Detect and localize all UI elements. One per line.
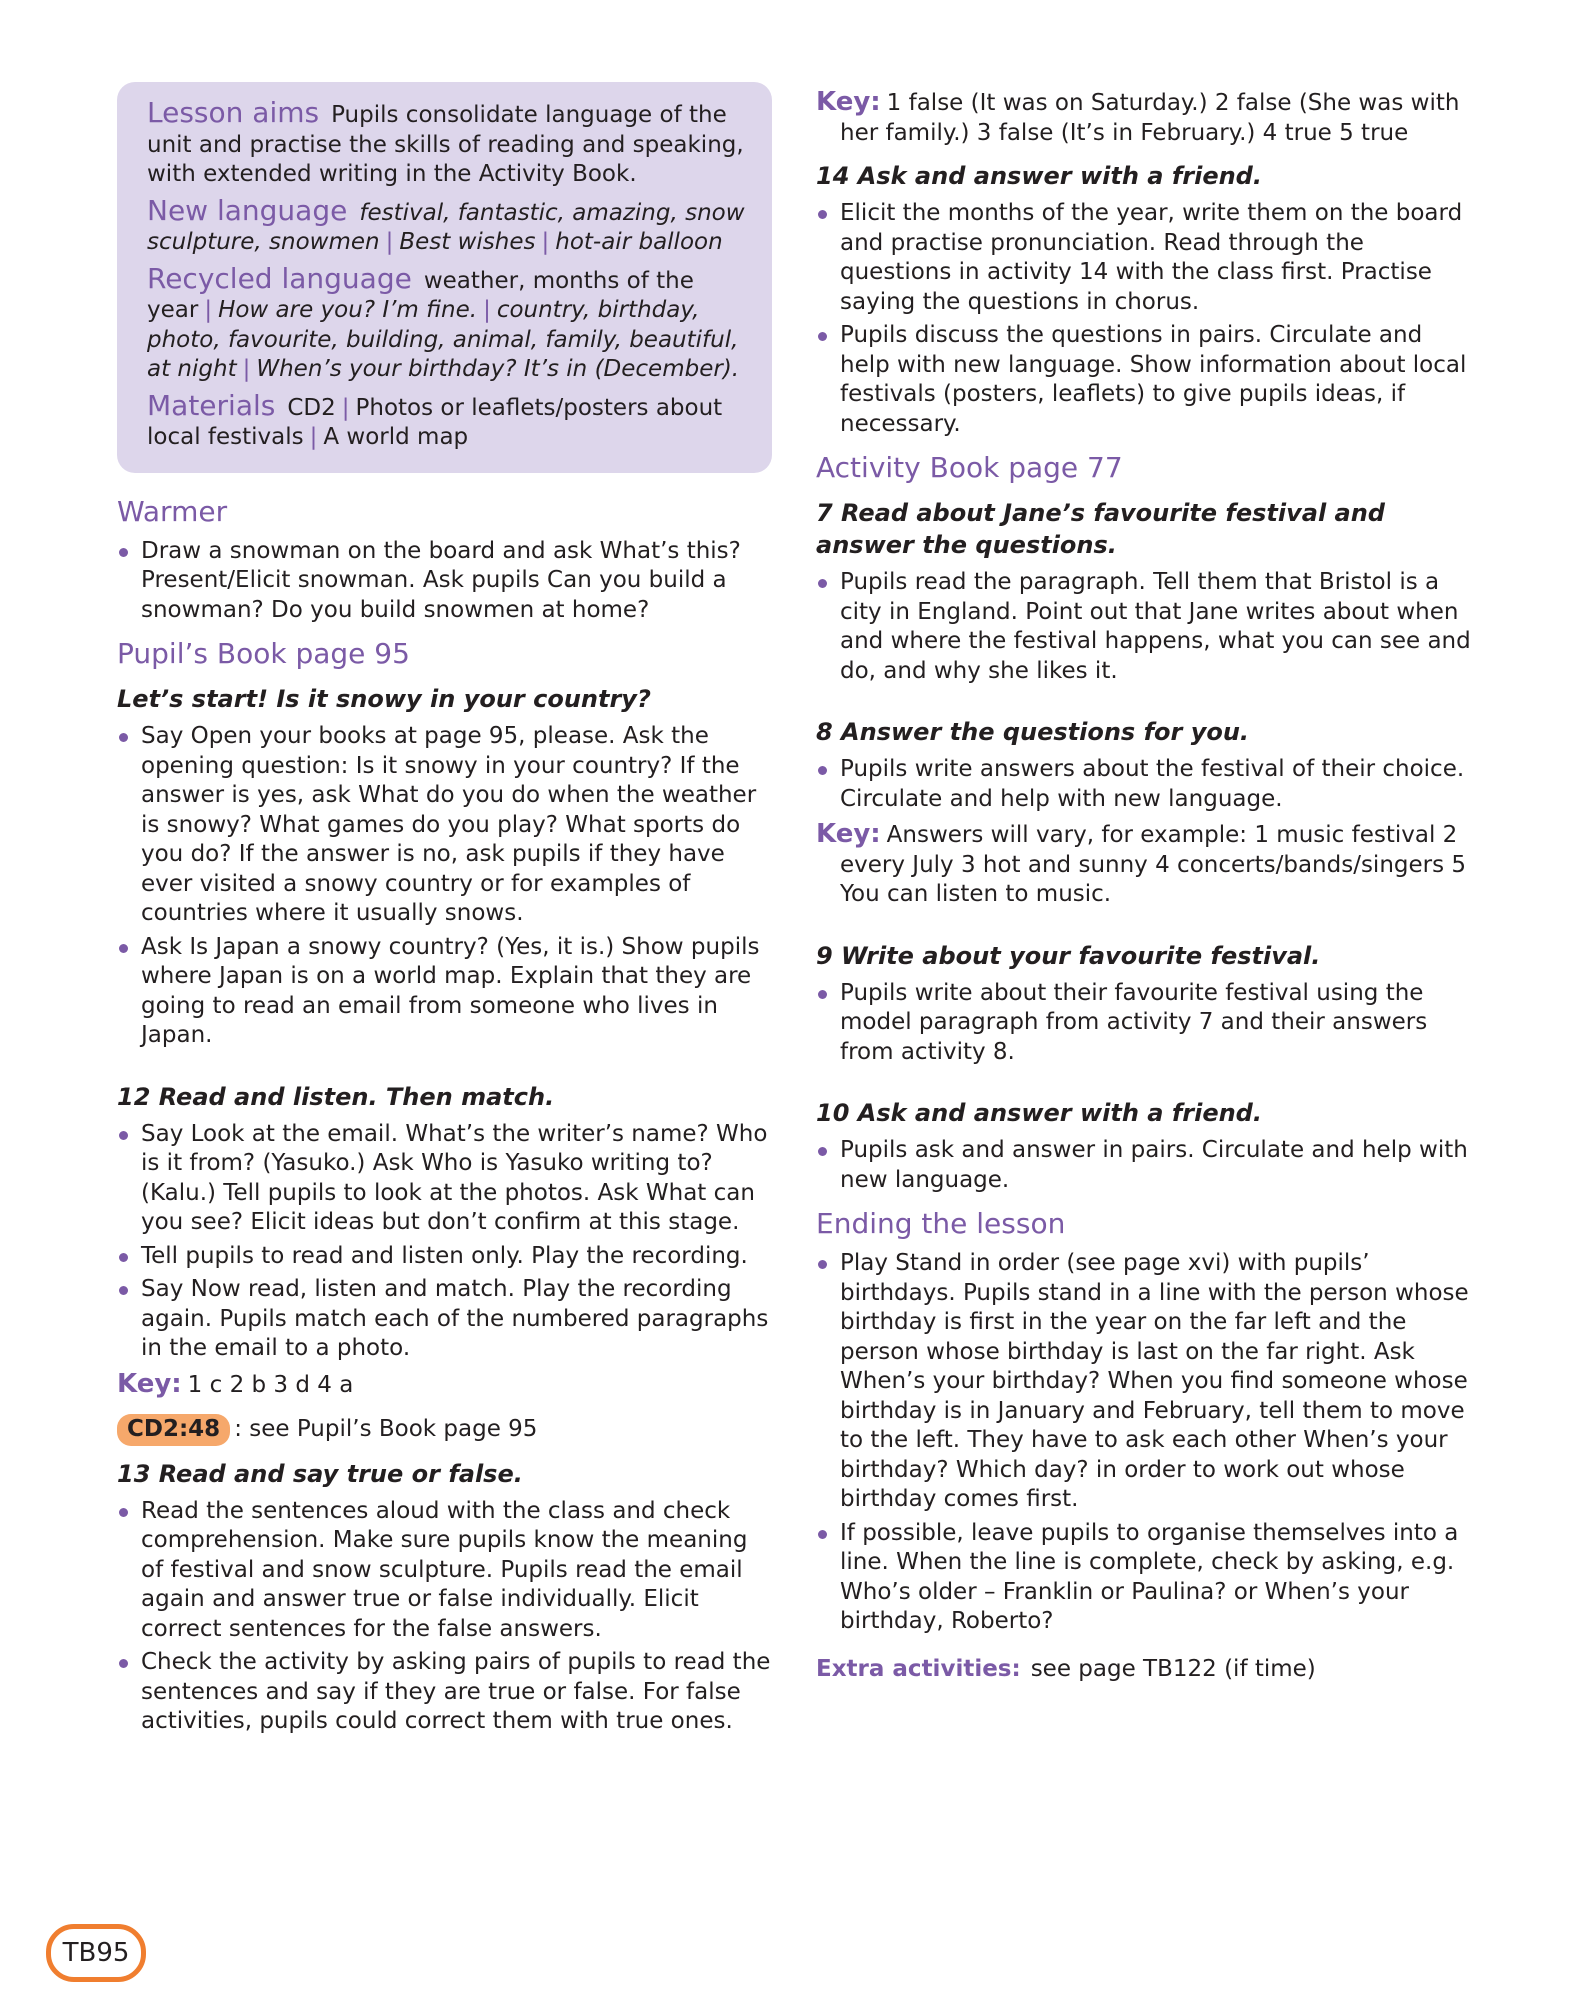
list-item: Draw a snowman on the board and ask What’s this? Present/Elicit snowman. Ask pupils Can you build a snowman? Do you build snowmen at home?: [117, 537, 772, 626]
list-item: Check the activity by asking pairs of pupils to read the sentences and say if they are true or false. For false activities, pupils could correct them with true ones.: [117, 1648, 772, 1737]
exercise-9-title: 9 Write about your favourite festival.: [816, 941, 1321, 970]
list-item: Elicit the months of the year, write them on the board and practise pronunciation. Read through the questions in activity 14 with the class first. Practise saying the questions in chorus.: [816, 199, 1476, 317]
extra-activities-label: Extra activities:: [816, 1655, 1021, 1682]
key-text: 1 c 2 b 3 d 4 a: [187, 1371, 354, 1398]
new-language-item: hot-air balloon: [555, 229, 723, 255]
recycled-item: weather, months of the year: [147, 267, 694, 323]
list-item: Ask Is Japan a snowy country? (Yes, it is.) Show pupils where Japan is on a world map. Explain that they are going to read an email from someone who lives in Japan.: [117, 933, 772, 1051]
materials-label: Materials: [147, 388, 276, 422]
exercise-13-title: 13 Read and say true or false.: [117, 1459, 523, 1488]
aims-label: Lesson aims: [147, 96, 320, 129]
list-item: Say Open your books at page 95, please. Ask the opening question: Is it snowy in your country? If the answer is yes, ask What do you do when the weather is snowy? What games do you play? What sports do you do? If the answer is no, ask pupils if they have ever visited a snowy country or for examples of countries where it usually snows.: [117, 722, 772, 929]
list-item: Say Now read, listen and match. Play the recording again. Pupils match each of the numbered paragraphs in the email to a photo.: [117, 1275, 772, 1364]
exercise-14-list: [816, 199, 1476, 439]
materials-item: CD2: [287, 394, 336, 421]
key-text: 1 false (It was on Saturday.) 2 false (She was with her family.) 3 false (It’s in February.) 4 true 5 true: [840, 90, 1460, 146]
key-text: Answers will vary, for example: 1 music festival 2 every July 3 hot and sunny 4 concerts/bands/singers 5 You can listen to music.: [840, 822, 1467, 907]
list-item: Play Stand in order (see page xvi) with pupils’ birthdays. Pupils stand in a line with the person whose birthday is first in the year on the far left and the person whose birthday is last on the far right. Ask When’s your birthday? When you find someone whose birthday is in January and February, tell them to move to the left. They have to ask each other When’s your birthday? Which day? in order to work out whose birthday comes first.: [816, 1249, 1476, 1515]
list-item: Pupils ask and answer in pairs. Circulate and help with new language.: [816, 1136, 1476, 1195]
list-item: If possible, leave pupils to organise themselves into a line. When the line is complete, check by asking, e.g. Who’s older – Franklin or Paulina? or When’s your birthday, Roberto?: [816, 1519, 1476, 1637]
cd-text: : see Pupil’s Book page 95: [234, 1416, 538, 1442]
aims-text: Pupils consolidate language of the unit and practise the skills of reading and speaking, with extended writing in the Activity Book.: [147, 102, 744, 187]
list-item: Pupils discuss the questions in pairs. Circulate and help with new language. Show information about local festivals (posters, leaflets) to give pupils ideas, if necessary.: [816, 321, 1476, 439]
new-language-label: New language: [147, 193, 348, 227]
extra-activities: [816, 1655, 1476, 1685]
key-label: Key:: [117, 1368, 182, 1399]
cd-badge: CD2:48: [117, 1414, 230, 1446]
activity-book-heading: Activity Book page 77: [816, 451, 1123, 484]
exercise-10-title: 10 Ask and answer with a friend.: [816, 1099, 1262, 1127]
lets-start-title: Let’s start! Is it snowy in your country?: [117, 685, 651, 713]
list-item: Pupils read the paragraph. Tell them that Bristol is a city in England. Point out that Jane writes about when and where the festival happens, what you can see and do, and why she likes it.: [816, 568, 1476, 686]
exercise-8-key: [816, 820, 1476, 910]
list-item: Read the sentences aloud with the class and check comprehension. Make sure pupils know the meaning of festival and snow sculpture. Pupils read the email again and answer true or false individually. Elicit correct sentences for the false answers.: [117, 1497, 772, 1645]
lesson-aims: [147, 98, 750, 190]
exercise-8-title: 8 Answer the questions for you.: [816, 718, 1250, 746]
exercise-7-title: 7 Read about Jane’s favourite festival and answer the questions.: [816, 499, 1385, 559]
materials-item: Photos or leaflets/posters about local festivals: [147, 394, 723, 450]
new-language-item: Best wishes: [399, 229, 536, 255]
exercise-10-list: [816, 1136, 1476, 1195]
exercise-13-key: [816, 88, 1476, 148]
left-column: [117, 82, 772, 1741]
warmer-heading: Warmer: [117, 494, 228, 528]
exercise-7-list: [816, 568, 1476, 686]
exercise-9-list: [816, 979, 1476, 1068]
recycled-language-label: Recycled language: [147, 261, 412, 295]
right-column: [816, 82, 1476, 1684]
list-item: Pupils write answers about the festival of their choice. Circulate and help with new language.: [816, 755, 1476, 814]
new-language: New language festival, fantastic, amazing, snow sculpture, snowmen | Best wishes | hot-air balloon: [147, 193, 745, 255]
recycled-language: Recycled language weather, months of the year | How are you? I’m fine. | country, birthday, photo, favourite, building, animal, family, beautiful, at night | When’s your birthday? It’s in (December).: [147, 261, 740, 382]
key-label: Key:: [816, 819, 881, 849]
recycled-item: How are you? I’m fine.: [218, 297, 478, 323]
exercise-12-list: [117, 1120, 772, 1364]
pupils-book-heading: Pupil’s Book page 95: [117, 637, 410, 670]
new-language-item: festival, fantastic, amazing, snow sculpture, snowmen: [147, 199, 745, 255]
extra-activities-text: see page TB122 (if time): [1030, 1655, 1316, 1682]
list-item: Tell pupils to read and listen only. Play the recording.: [117, 1242, 772, 1272]
exercise-13-list: [117, 1497, 772, 1737]
ending-heading: Ending the lesson: [816, 1207, 1066, 1240]
page-number: TB95: [46, 1924, 146, 1982]
exercise-12-key: [117, 1370, 772, 1401]
exercise-14-title: 14 Ask and answer with a friend.: [816, 162, 1262, 190]
list-item: Pupils write about their favourite festival using the model paragraph from activity 7 and their answers from activity 8.: [816, 979, 1476, 1068]
recycled-item: country, birthday, photo, favourite, building, animal, family, beautiful, at night: [147, 297, 739, 382]
materials: Materials CD2 | Photos or leaflets/posters about local festivals | A world map: [147, 388, 723, 450]
lesson-aims-box: [117, 82, 772, 473]
cd-reference: [117, 1414, 772, 1446]
key-label: Key:: [816, 87, 881, 117]
recycled-item: When’s your birthday? It’s in (December).: [256, 356, 740, 382]
materials-item: A world map: [323, 424, 469, 450]
ending-list: [816, 1249, 1476, 1637]
exercise-8-list: [816, 755, 1476, 814]
exercise-12-title: 12 Read and listen. Then match.: [117, 1082, 555, 1111]
list-item: Say Look at the email. What’s the writer’s name? Who is it from? (Yasuko.) Ask Who is Yasuko writing to? (Kalu.) Tell pupils to look at the photos. Ask What can you see? Elicit ideas but don’t confirm at this stage.: [117, 1120, 772, 1238]
lets-start-list: [117, 722, 772, 1051]
warmer-list: [117, 537, 772, 626]
